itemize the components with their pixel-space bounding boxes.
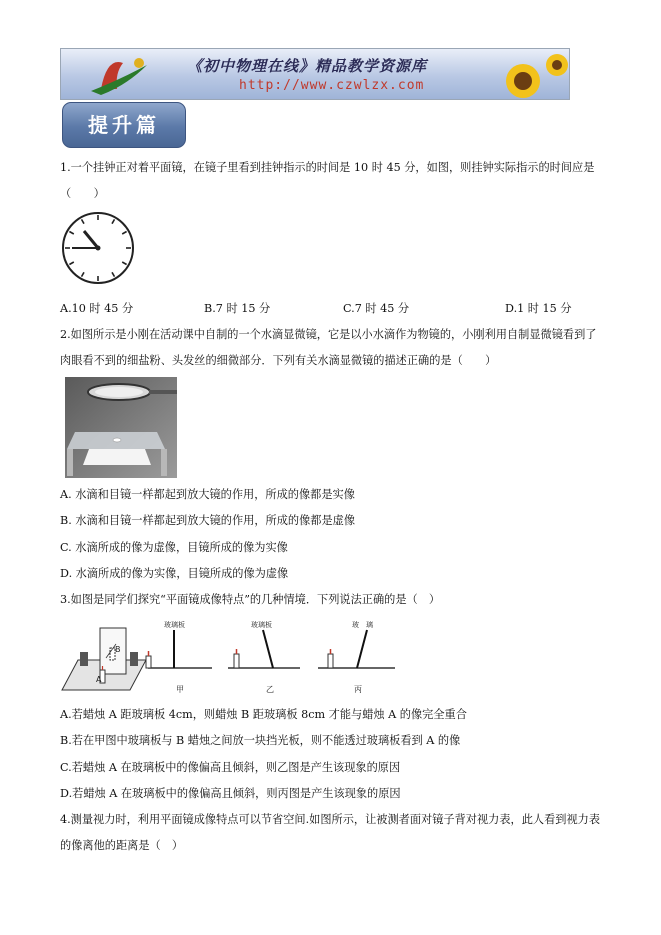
q1-option-c: C.7 时 45 分 xyxy=(343,302,410,315)
mirror-experiment-figure xyxy=(60,618,405,698)
banner-title: 《初中物理在线》精品教学资源库 xyxy=(187,57,428,75)
q2-option-c: C. 水滴所成的像为虚像，目镜所成的像为实像 xyxy=(60,541,288,554)
q1-option-a: A.10 时 45 分 xyxy=(60,302,134,315)
logo-dot-icon xyxy=(134,58,144,68)
q3-option-d: D.若蜡烛 A 在玻璃板中的像偏高且倾斜，则丙图是产生该现象的原因 xyxy=(60,787,401,800)
caption-1: 甲 xyxy=(176,685,184,694)
sunflower-icon xyxy=(506,54,568,98)
microscope-photo xyxy=(65,377,177,478)
caption-2: 乙 xyxy=(266,685,274,694)
header-banner xyxy=(60,48,570,100)
q2-option-a: A. 水滴和目镜一样都起到放大镜的作用，所成的像都是实像 xyxy=(60,488,355,501)
clock-figure xyxy=(60,208,144,288)
q3-option-c: C.若蜡烛 A 在玻璃板中的像偏高且倾斜，则乙图是产生该现象的原因 xyxy=(60,761,401,774)
plate-label-3: 玻 璃 xyxy=(352,621,373,629)
plate-label-1: 玻璃板 xyxy=(164,621,185,629)
candle-a-label: A xyxy=(96,675,102,684)
question-1-text: 1.一个挂钟正对着平面镜，在镜子里看到挂钟指示的时间是 10 时 45 分，如图，则挂钟实际指示的时间应是（ ） xyxy=(60,161,595,200)
section-tag: 提升篇 xyxy=(62,102,186,148)
question-4-text: 4.测量视力时，利用平面镜成像特点可以节省空间.如图所示，让被测者面对镜子背对视力表，此人看到视力表的像离他的距离是（ ） xyxy=(60,813,601,852)
q3-option-a: A.若蜡烛 A 距玻璃板 4cm，则蜡烛 B 距玻璃板 8cm 才能与蜡烛 A 的像完全重合 xyxy=(60,708,467,721)
q2-option-b: B. 水滴和目镜一样都起到放大镜的作用，所成的像都是虚像 xyxy=(60,514,356,527)
caption-3: 丙 xyxy=(354,685,362,694)
q1-option-b: B.7 时 15 分 xyxy=(204,302,271,315)
q2-option-d: D. 水滴所成的像为实像，目镜所成的像为虚像 xyxy=(60,567,289,580)
question-3-text: 3.如图是同学们探究“平面镜成像特点”的几种情境．下列说法正确的是（ ） xyxy=(60,593,441,606)
q1-option-d: D.1 时 15 分 xyxy=(505,302,572,315)
candle-b-label: B xyxy=(115,645,121,654)
banner-url: http://www.czwlzx.com xyxy=(239,78,425,93)
question-2-text: 2.如图所示是小刚在活动课中自制的一个水滴显微镜，它是以小水滴作为物镜的，小刚利用自制显微镜看到了肉眼看不到的细盐粉、头发丝的细微部分．下列有关水滴显微镜的描述正确的是（ ） xyxy=(60,328,597,367)
plate-label-2: 玻璃板 xyxy=(251,621,272,629)
q3-option-b: B.若在甲图中玻璃板与 B 蜡烛之间放一块挡光板，则不能透过玻璃板看到 A 的像 xyxy=(60,734,461,747)
